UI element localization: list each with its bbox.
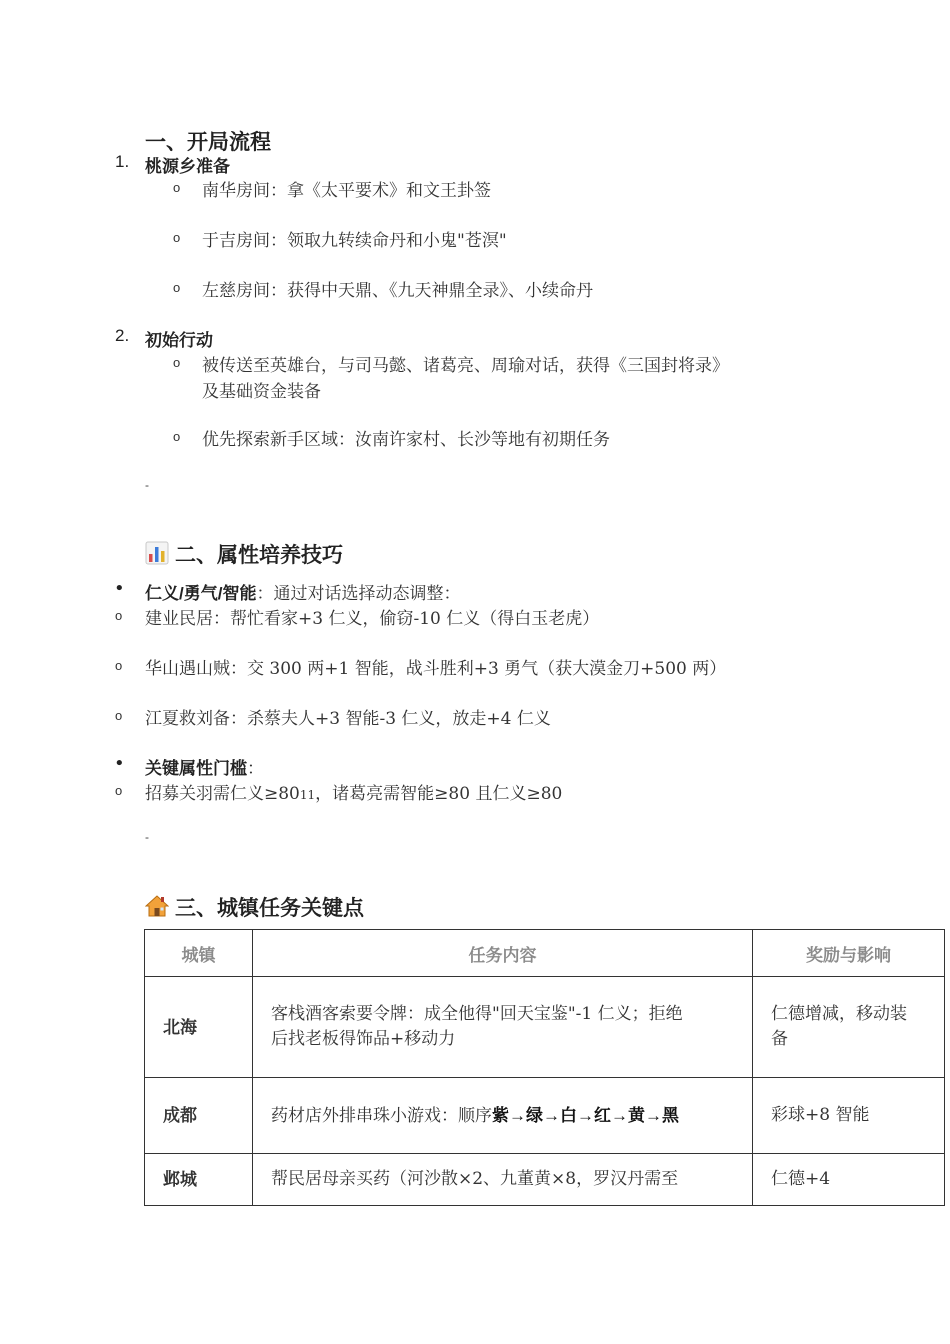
reward-cell: 仁德+4	[753, 1154, 945, 1206]
reward-text: 仁德增减，移动装	[771, 1004, 907, 1024]
group-heading-rest: ：通过对话选择动态调整：	[256, 584, 461, 604]
city-cell: 北海	[145, 977, 253, 1078]
task-cell	[253, 1078, 753, 1154]
list-item: 优先探索新手区域：汝南许家村、长沙等地有初期任务	[202, 430, 610, 450]
task-text: 后找老板得饰品+移动力	[271, 1029, 456, 1049]
task-cell	[253, 977, 753, 1078]
list-item-text: ，诸葛亮需智能≥80 且仁义≥80	[315, 784, 563, 804]
list-item: 南华房间：拿《太平要术》和文王卦签	[202, 181, 491, 201]
list-item: 建业民居：帮忙看家+3 仁义，偷窃-10 仁义（得白玉老虎）	[145, 609, 600, 629]
bullet-circle-icon: o	[115, 608, 123, 623]
bullet-circle-icon: o	[115, 658, 123, 673]
list-item-title: 桃源乡准备	[145, 157, 230, 176]
list-number: 1.	[115, 152, 130, 171]
footnote-ref: 11	[299, 788, 316, 802]
bullet-circle-icon: o	[173, 280, 181, 295]
task-cell: 帮民居母亲买药（河沙散×2、九董黄×8，罗汉丹需至	[253, 1154, 753, 1206]
section2-heading	[145, 539, 343, 571]
column-header-reward: 奖励与影响	[753, 930, 945, 977]
group-heading-label: 仁义/勇气/智能	[145, 584, 257, 603]
table-header-row	[145, 930, 945, 977]
bullet-circle-icon: o	[173, 429, 181, 444]
table-row	[145, 1078, 945, 1154]
list-item: 江夏救刘备：杀蔡夫人+3 智能-3 仁义，放走+4 仁义	[145, 709, 551, 729]
bullet-circle-icon: o	[173, 230, 181, 245]
column-header-task: 任务内容	[253, 930, 753, 977]
separator: -	[145, 830, 149, 844]
bullet-disc-icon: •	[114, 578, 125, 599]
house-icon	[145, 894, 169, 924]
bead-sequence: 紫→绿→白→红→黄→黑	[492, 1105, 679, 1125]
city-task-table	[144, 929, 945, 1206]
city-cell: 邺城	[145, 1154, 253, 1206]
reward-cell: 彩球+8 智能	[753, 1078, 945, 1154]
section2-heading-text: 二、属性培养技巧	[175, 544, 343, 567]
reward-text: 备	[771, 1029, 788, 1049]
bar-chart-icon	[145, 541, 169, 571]
list-item-title: 初始行动	[145, 331, 213, 350]
list-item: 于吉房间：领取九转续命丹和小鬼"苍溟"	[202, 231, 507, 251]
group-heading-label: 关键属性门槛	[145, 759, 247, 778]
list-item: 华山遇山贼：交 300 两+1 智能，战斗胜利+3 勇气（获大漠金刀+500 两）	[145, 659, 727, 679]
group-heading	[145, 754, 264, 779]
list-number: 2.	[115, 326, 130, 345]
task-text: 客栈酒客索要令牌：成全他得"回天宝鉴"-1 仁义；拒绝	[271, 1004, 683, 1024]
table-row	[145, 1154, 945, 1206]
group-heading-rest: ：	[247, 759, 264, 779]
list-item: 左慈房间：获得中天鼎、《九天神鼎全录》、小续命丹	[202, 281, 593, 301]
list-item	[145, 779, 562, 804]
column-header-city: 城镇	[145, 930, 253, 977]
table-row	[145, 977, 945, 1078]
bullet-circle-icon: o	[115, 708, 123, 723]
section3-heading-text: 三、城镇任务关键点	[175, 897, 364, 920]
bullet-circle-icon: o	[173, 180, 181, 195]
section3-heading	[145, 892, 364, 924]
bullet-circle-icon: o	[173, 355, 181, 370]
list-item-text: 招募关羽需仁义≥80	[145, 784, 300, 804]
separator: -	[145, 478, 149, 492]
list-item-continuation: 及基础资金装备	[202, 382, 321, 402]
group-heading	[145, 579, 460, 604]
section1-heading: 一、开局流程	[145, 131, 271, 154]
city-cell: 成都	[145, 1078, 253, 1154]
bullet-disc-icon: •	[114, 753, 125, 774]
reward-cell	[753, 977, 945, 1078]
task-text: 药材店外排串珠小游戏：顺序	[271, 1105, 492, 1126]
bullet-circle-icon: o	[115, 783, 123, 798]
list-item: 被传送至英雄台，与司马懿、诸葛亮、周瑜对话，获得《三国封将录》	[202, 356, 729, 376]
